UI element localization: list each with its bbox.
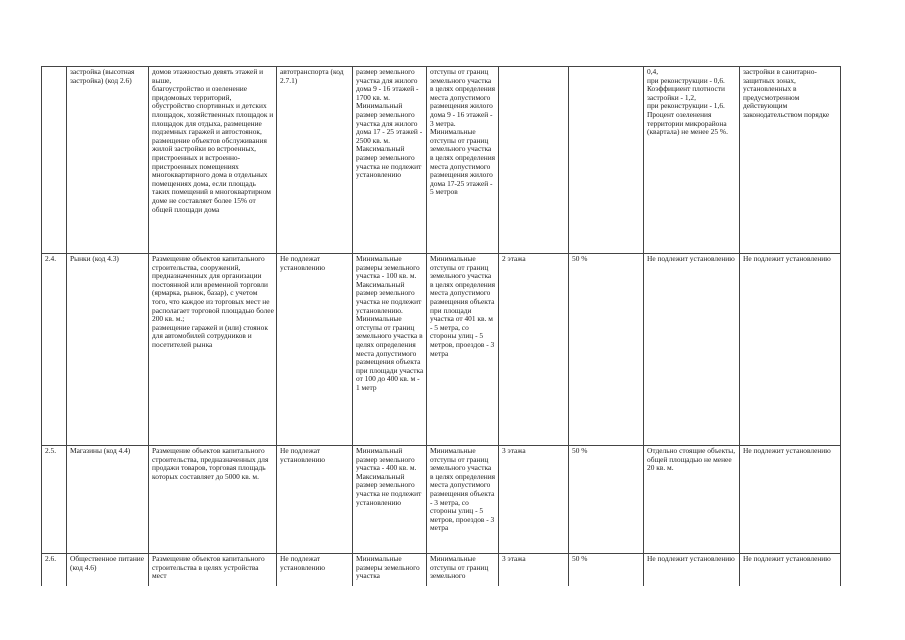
max-coverage: 50 % xyxy=(569,254,644,446)
density-params: Отдельно стоящие объекты, общей площадью не менее 20 кв. м. xyxy=(644,446,740,554)
land-use-description: Размещение объектов капитального строительства, сооружений, предназначенных для организации постоянной или временной торговли (ярмарка, рынок, базар), с учетом того, что каждое из торговых мест не располагает торговой площадью более 200 кв. м.; размещение гаражей и (или) стоянок для автомобилей сотрудников и посетителей рынка xyxy=(149,254,277,446)
max-coverage xyxy=(569,67,644,254)
use-limits: Не подлежат установлению xyxy=(277,254,353,446)
plot-size: Минимальные размеры земельного участка xyxy=(353,554,427,587)
use-limits: Не подлежат установлению xyxy=(277,446,353,554)
max-coverage: 50 % xyxy=(569,554,644,587)
table-row xyxy=(42,254,841,446)
plot-size: Минимальный размер земельного участка - 400 кв. м. Максимальный размер земельного участка не подлежит установлению xyxy=(353,446,427,554)
max-floors: 3 этажа xyxy=(499,554,569,587)
land-use-description: Размещение объектов капитального строительства, предназначенных для продажи товаров, торговая площадь которых составляет до 5000 кв. м. xyxy=(149,446,277,554)
plot-size: размер земельного участка для жилого дома 9 - 16 этажей - 1700 кв. м. Минимальный размер земельного участка для жилого дома 17 - 25 этажей - 2500 кв. м. Максимальный размер земельного участка не подлежит установлению xyxy=(353,67,427,254)
row-number xyxy=(42,67,67,254)
setbacks: Минимальные отступы от границ земельного участка в целях определения места допустимого размещения объекта при площади участка от 401 кв. м - 5 метра, со стороны улиц - 5 метров, проездов - 3 метра xyxy=(427,254,499,446)
land-use-name: Магазины (код 4.4) xyxy=(67,446,149,554)
density-params: Не подлежит установлению xyxy=(644,554,740,587)
restrictions: Не подлежит установлению xyxy=(740,554,841,587)
land-use-name: Общественное питание (код 4.6) xyxy=(67,554,149,587)
setbacks: отступы от границ земельного участка в целях определения места допустимого размещения жилого дома 9 - 16 этажей - 3 метра. Минимальные отступы от границ земельного участка в целях определения места допустимого размещения жилого дома 17-25 этажей - 5 метров xyxy=(427,67,499,254)
setbacks: Минимальные отступы от границ земельного участка в целях определения места допустимого размещения объекта - 3 метра, со стороны улиц - 5 метров, проездов - 3 метра xyxy=(427,446,499,554)
row-number: 2.6. xyxy=(42,554,67,587)
use-limits: Не подлежат установлению xyxy=(277,554,353,587)
land-use-description: Размещение объектов капитального строительства в целях устройства мест xyxy=(149,554,277,587)
density-params: Не подлежит установлению xyxy=(644,254,740,446)
row-number: 2.4. xyxy=(42,254,67,446)
restrictions: Не подлежит установлению xyxy=(740,446,841,554)
zoning-regulations-table xyxy=(41,66,841,586)
row-number: 2.5. xyxy=(42,446,67,554)
land-use-description: домов этажностью девять этажей и выше, благоустройство и озеленение придомовых территорий, обустройство спортивных и детских площадок, хозяйственных площадок и площадок для отдыха, размещение подземных гаражей и автостоянок, размещение объектов обслуживания жилой застройки во встроенных, пристроенных и встроенно-пристроенных помещениях многоквартирного дома в отдельных помещениях дома, если площадь таких помещений в многоквартирном доме не составляет более 15% от общей площади дома xyxy=(149,67,277,254)
density-params: 0,4, при реконструкции - 0,6. Коэффициент плотности застройки - 1,2, при реконструкции - 1,6. Процент озеленения территории микрорайона (квартала) не менее 25 %. xyxy=(644,67,740,254)
land-use-name: застройка (высотная застройка) (код 2.6) xyxy=(67,67,149,254)
max-floors xyxy=(499,67,569,254)
max-floors: 2 этажа xyxy=(499,254,569,446)
setbacks: Минимальные отступы от границ земельного xyxy=(427,554,499,587)
use-limits: автотранспорта (код 2.7.1) xyxy=(277,67,353,254)
max-coverage: 50 % xyxy=(569,446,644,554)
table-row xyxy=(42,554,841,587)
restrictions: Не подлежит установлению xyxy=(740,254,841,446)
table-row xyxy=(42,446,841,554)
max-floors: 3 этажа xyxy=(499,446,569,554)
land-use-name: Рынки (код 4.3) xyxy=(67,254,149,446)
restrictions: застройки в санитарно-защитных зонах, установленных в предусмотренном действующим законодательством порядке xyxy=(740,67,841,254)
plot-size: Минимальные размеры земельного участка - 100 кв. м. Максимальный размер земельного участка не подлежит установлению. Минимальные отступы от границ земельного участка в целях определения места допустимого размещения объекта при площади участка от 100 до 400 кв. м - 1 метр xyxy=(353,254,427,446)
table-row xyxy=(42,67,841,254)
